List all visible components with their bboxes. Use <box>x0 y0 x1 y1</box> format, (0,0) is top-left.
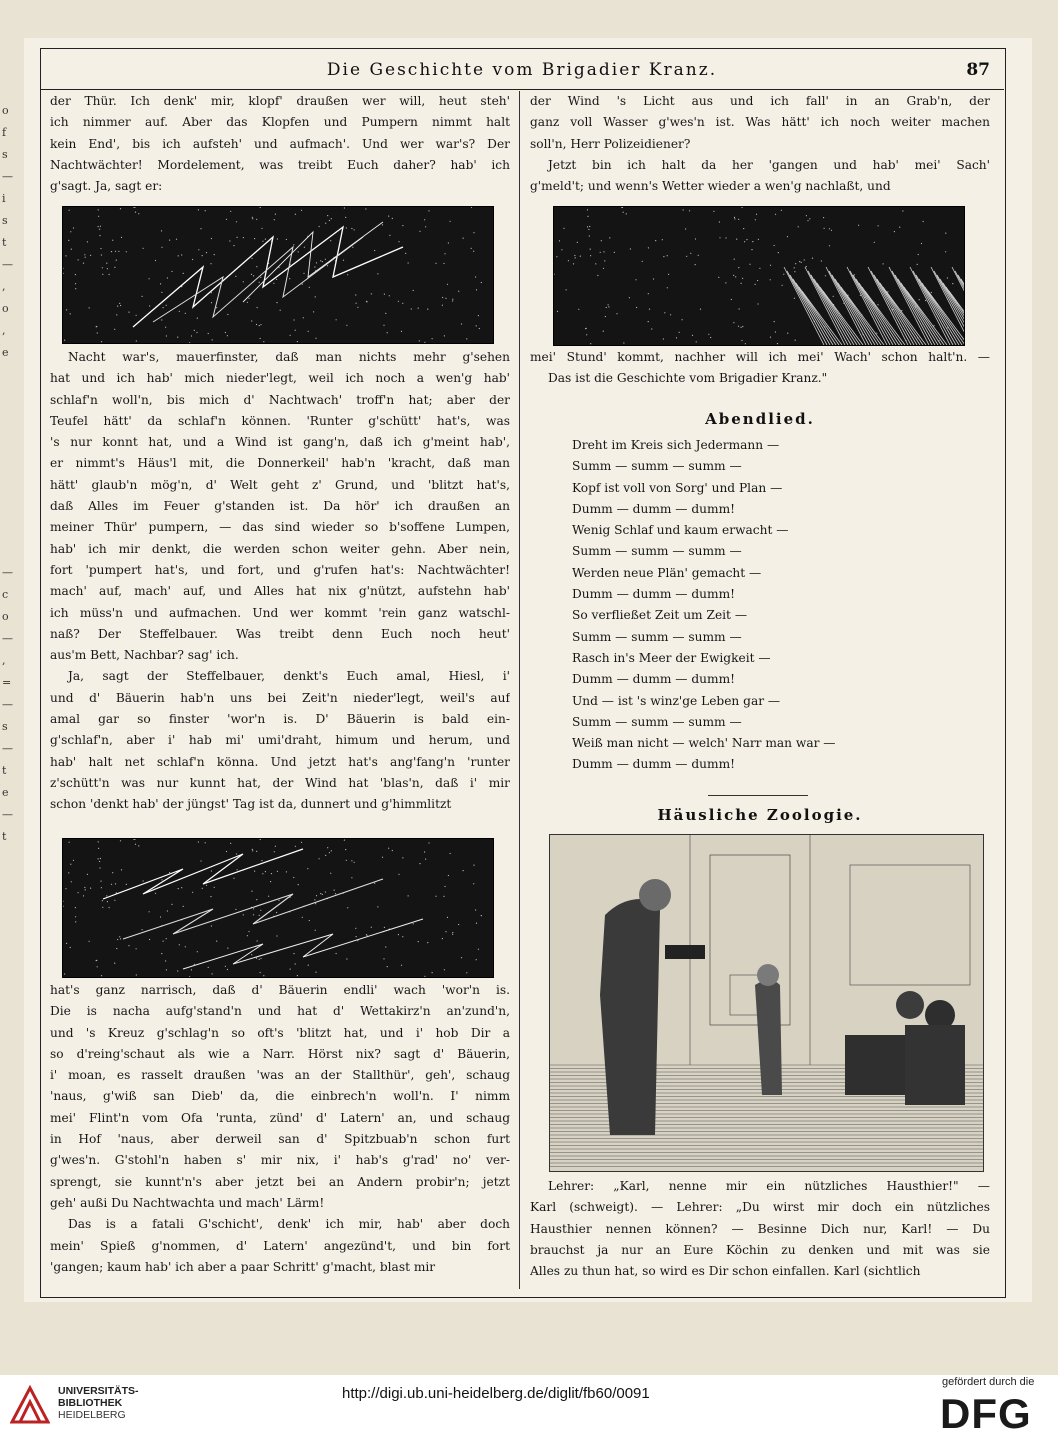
margin-fragment: — <box>2 170 13 183</box>
permalink-url[interactable]: http://digi.ub.uni-heidelberg.de/diglit/fb60/0091 <box>342 1385 650 1402</box>
poem-line: Summ — summ — summ — <box>572 629 742 644</box>
text-line: mein' Spieß g'nommen, d' Latern' angezünd't, und bin fort <box>50 1238 510 1253</box>
margin-fragment: — <box>2 808 13 821</box>
header-rule <box>40 89 1004 90</box>
margin-fragment <box>2 452 18 474</box>
text-line: naß? Der Steffelbauer. Was treibt denn Euch noch heut' <box>50 626 510 641</box>
margin-fragment: , <box>2 280 6 293</box>
margin-fragment: — <box>2 566 13 579</box>
section-rule <box>708 795 808 796</box>
text-line: Alles zu thun hat, so wird es Dir schon einfallen. Karl (sichtlich <box>530 1264 921 1279</box>
text-line: hat und ich hab' mich nieder'legt, weil ich noch a wen'g hab' <box>50 371 510 386</box>
margin-fragment: , <box>2 324 6 337</box>
margin-fragment <box>2 364 18 386</box>
text-line: g'meld't; und wenn's Wetter wieder a wen'g nachlaßt, und <box>530 179 891 194</box>
text-line: Teufel hätt' da schlaf'n können. 'Runter g'schütt' hat's, was <box>50 413 510 428</box>
text-line: daß Alles im Feuer g'standen ist. Da hör' ich draußen an <box>50 499 510 514</box>
rain-icon <box>554 207 964 345</box>
text-line: sprengt, sie kunnt'n's aber jetzt bei an Andern probir'n; jetzt <box>50 1174 510 1189</box>
text-line: Karl (schweigt). — Lehrer: „Du wirst mir doch ein nützliches <box>530 1200 990 1215</box>
text-line: schlaf'n woll'n, bis mich d' Nachtwach' troff'n hat; aber der <box>50 392 510 407</box>
text-line: er nimmt's Häus'l mit, die Donnerkeil' hab'n 'kracht, daß man <box>50 456 510 471</box>
left-margin-fragments <box>2 100 18 848</box>
institution-line-1: UNIVERSITÄTS- <box>58 1385 139 1397</box>
left-column-block-3 <box>50 980 510 1278</box>
poem-line: Dumm — dumm — dumm! <box>572 757 736 772</box>
lightning-bolt-icon <box>63 207 493 343</box>
poem-line: Werden neue Plän' gemacht — <box>572 565 762 580</box>
text-line: amal gar so finster 'wor'n is. D' Bäuerin is bald ein- <box>50 712 510 727</box>
text-line: brauchst ja nur an Eure Köchin zu denken und mit was sie <box>530 1242 990 1257</box>
text-line: 'gangen; kaum hab' ich aber a paar Schritt' g'macht, blast mir <box>50 1259 436 1274</box>
margin-fragment: o <box>2 610 9 623</box>
margin-fragment <box>2 430 18 452</box>
text-line: i' moan, es rasselt draußen 'was an der Stallthür', geh', schaug <box>50 1068 510 1083</box>
text-line: Nachtwächter! Mordelement, was treibt Euch daher? hab' ich <box>50 157 510 172</box>
text-line: Jetzt bin ich halt da her 'gangen und hab' mei' Sach' <box>548 157 990 172</box>
text-line: Das ist die Geschichte vom Brigadier Kranz." <box>548 371 828 386</box>
text-line: geh' außi Du Nachtwachta und mach' Lärm! <box>50 1195 325 1210</box>
text-line: 'naus, g'wiß san Dieb' da, die einbrech'n woll'n. I' nimm <box>50 1089 510 1104</box>
text-line: aus'm Bett, Nachbar? sag' ich. <box>50 648 239 663</box>
text-line: g'wes'n. G'stohl'n haben s' mir nix, i' hab's g'rad' no' ver- <box>50 1153 510 1168</box>
right-column-block-2 <box>530 347 990 390</box>
text-line: Nacht war's, mauerfinster, daß man nichts mehr g'sehen <box>68 350 510 364</box>
poem-title: Abendlied. <box>705 410 815 428</box>
institution-name <box>58 1385 139 1421</box>
margin-fragment <box>2 386 18 408</box>
text-line: fort 'pumpert hat's, und fort, und g'rufen hat's: Nachtwächter! <box>50 562 510 577</box>
margin-fragment <box>2 496 18 518</box>
poem-line: Kopf ist voll von Sorg' und Plan — <box>572 480 783 495</box>
poem-line: Summ — summ — summ — <box>572 459 742 474</box>
text-line: g'schlaf'n, aber i' hab mi' umi'draht, himum und herum, und <box>50 733 510 748</box>
right-column-block-1 <box>530 91 990 197</box>
poem-line: Dumm — dumm — dumm! <box>572 501 736 516</box>
margin-fragment <box>2 518 18 540</box>
text-line: g'sagt. Ja, sagt er: <box>50 179 163 194</box>
text-line: Ja, sagt der Steffelbauer, denkt's Euch amal, Hiesl, i' <box>68 669 510 684</box>
university-library-logo-icon <box>10 1384 50 1424</box>
text-line: Hausthier nennen können? — Besinne Dich nur, Karl! — Du <box>530 1221 990 1236</box>
margin-fragment: — <box>2 742 13 755</box>
section-title: Häusliche Zoologie. <box>657 806 863 824</box>
poem-line: Dumm — dumm — dumm! <box>572 587 736 602</box>
text-line: Lehrer: „Karl, nenne mir ein nützliches Hausthier!" — <box>548 1179 990 1193</box>
margin-fragment: = <box>2 676 12 689</box>
right-column-dialog <box>530 1176 990 1282</box>
text-line: schon 'denkt hab' der jüngst' Tag ist da, dunnert und g'himmlitzt <box>50 797 452 812</box>
poem-body <box>572 435 836 776</box>
poem-line: Summ — summ — summ — <box>572 714 742 729</box>
margin-fragment: s <box>2 148 8 161</box>
text-line: der Thür. Ich denk' mir, klopf' draußen wer will, heut steh' <box>50 94 510 108</box>
text-line: meiner Thür' pumpern, — das sind wieder so b'soffene Lumpen, <box>50 520 510 535</box>
text-line: 's nur konnt hat, und a Wind ist gang'n, daß ich g'meint hab', <box>50 435 510 450</box>
margin-fragment: e <box>2 346 9 359</box>
text-line: ich müss'n und aufmachen. Und wer kommt 'rein ganz watschl- <box>50 605 510 620</box>
text-line: kein End', bis ich aufsteh' und aufmach'. Und wer war's? Der <box>50 136 510 151</box>
margin-fragment: e <box>2 786 9 799</box>
page-number: 87 <box>966 60 990 80</box>
margin-fragment <box>2 408 18 430</box>
text-line: so d'reing'schaut als wie a Narr. Hörst nix? sagt d' Bäuerin, <box>50 1046 510 1061</box>
poem-line: Dreht im Kreis sich Jedermann — <box>572 438 780 452</box>
night-illustration-1 <box>62 206 494 344</box>
poem-line: Und — ist 's winz'ge Leben gar — <box>572 693 781 708</box>
text-line: soll'n, Herr Polizeidiener? <box>530 136 691 151</box>
text-line: in Hof 'naus, aber derweil san d' Spitzbuab'n schon furt <box>50 1132 510 1147</box>
margin-fragment: t <box>2 236 7 249</box>
poem-line: Summ — summ — summ — <box>572 544 742 559</box>
night-illustration-2 <box>553 206 965 346</box>
margin-fragment: t <box>2 764 7 777</box>
institution-line-3: HEIDELBERG <box>58 1409 126 1421</box>
poem-line: So verfließet Zeit um Zeit — <box>572 608 748 623</box>
margin-fragment: c <box>2 588 9 601</box>
margin-fragment <box>2 540 18 562</box>
text-line: mach' auf, mach' auf, und Alles hat nix g'nützt, aufstehn hab' <box>50 584 510 599</box>
margin-fragment: , <box>2 654 6 667</box>
left-column-block-2 <box>50 347 510 816</box>
column-separator <box>519 91 520 1289</box>
margin-fragment: — <box>2 632 13 645</box>
text-line: hätt' glaub'n mög'n, d' Welt geht z' Grund, und 'blitzt hat's, <box>50 477 510 492</box>
margin-fragment: s <box>2 214 8 227</box>
text-line: hab' ich mir denkt, die werden schon weiter gehn. Aber nein, <box>50 541 510 556</box>
text-line: Das is a fatali G'schicht', denk' ich mir, hab' aber doch <box>68 1217 510 1232</box>
lightning-bolt-icon <box>63 839 493 977</box>
text-line: und 's Kreuz g'schlag'n so oft's 'blitzt hat, und i' hob Dir a <box>50 1025 510 1040</box>
text-line: z'schütt'n was nur kunnt hat, der Wind hat 'blas'n, daß i' mir <box>50 775 510 790</box>
dfg-logo: DFG <box>940 1390 1032 1437</box>
text-line: ich nimmer auf. Aber das Klopfen und Pumpern nimmt halt <box>50 115 510 130</box>
margin-fragment: i <box>2 192 6 205</box>
margin-fragment <box>2 474 18 496</box>
margin-fragment: s <box>2 720 8 733</box>
margin-fragment: — <box>2 258 13 271</box>
text-line: mei' Stund' kommt, nachher will ich mei' Wach' schon halt'n. — <box>530 350 990 364</box>
margin-fragment: o <box>2 302 9 315</box>
margin-fragment: o <box>2 104 9 117</box>
text-line: mei' Flint'n vom Ofa 'runta, zünd' d' Latern' an, und schaug <box>50 1110 510 1125</box>
poem-line: Weiß man nicht — welch' Narr man war — <box>572 736 836 751</box>
classroom-illustration <box>549 834 984 1172</box>
margin-fragment: f <box>2 126 7 139</box>
poem-line: Wenig Schlaf und kaum erwacht — <box>572 523 789 538</box>
text-line: der Wind 's Licht aus und ich fall' in an Grab'n, der <box>530 94 990 108</box>
teacher-and-pupils-icon <box>550 835 983 1171</box>
institution-line-2: BIBLIOTHEK <box>58 1397 123 1409</box>
text-line: hat's ganz narrisch, daß d' Bäuerin endli' wach 'wor'n is. <box>50 983 510 997</box>
text-line: ganz voll Wasser g'wes'n ist. Was hätt' ich noch weiter machen <box>530 115 990 130</box>
running-header <box>40 60 1004 84</box>
running-title: Die Geschichte vom Brigadier Kranz. <box>326 60 718 80</box>
left-column-block-1 <box>50 91 510 197</box>
margin-fragment: — <box>2 698 13 711</box>
text-line: Die is nacha aufg'stand'n und hat d' Wettakirz'n an'zund'n, <box>50 1004 510 1019</box>
poem-line: Dumm — dumm — dumm! <box>572 672 736 687</box>
text-line: hab' halt net schlaf'n könna. Und jetzt hat's ang'fang'n 'runter <box>50 754 510 769</box>
funded-by-text: gefördert durch die <box>942 1376 1035 1388</box>
poem-line: Rasch in's Meer der Ewigkeit — <box>572 650 771 665</box>
text-line: und d' Bäuerin hab'n uns bei Zeit'n nieder'legt, weil's auf <box>50 690 510 705</box>
margin-fragment: t <box>2 830 7 843</box>
night-illustration-3 <box>62 838 494 978</box>
